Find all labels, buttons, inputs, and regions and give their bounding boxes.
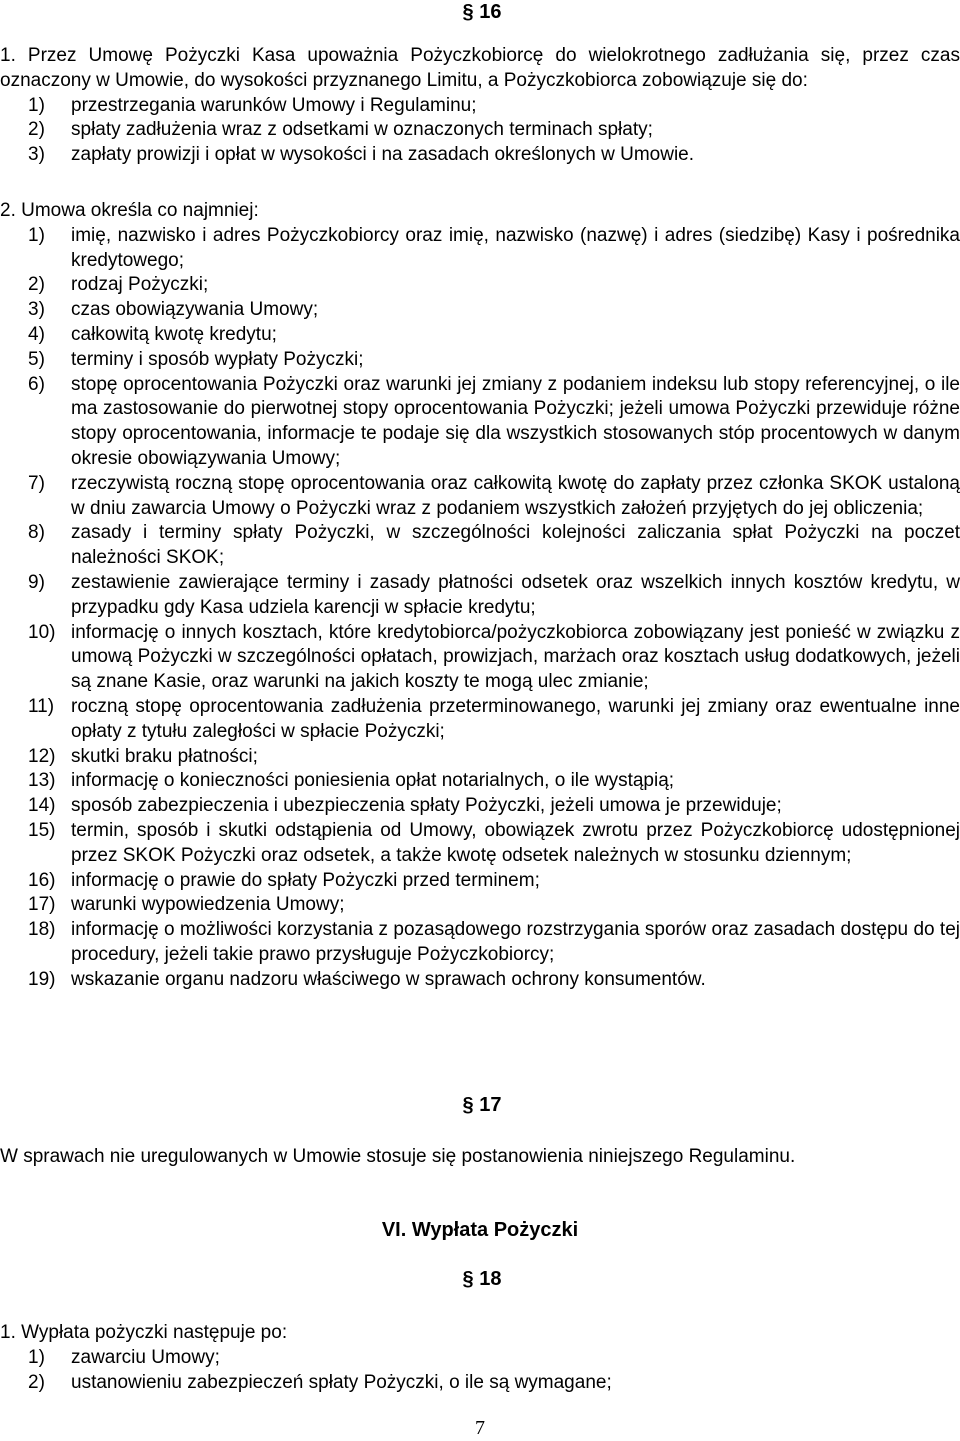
list-item bbox=[0, 794, 960, 819]
list-item bbox=[0, 323, 960, 348]
list-item-text: rodzaj Pożyczki; bbox=[71, 274, 209, 296]
list-item-text: skutki braku płatności; bbox=[71, 745, 258, 767]
section-16-paragraph-2 bbox=[0, 199, 960, 993]
list-item bbox=[0, 273, 960, 298]
list-item bbox=[0, 695, 960, 745]
list-item bbox=[0, 918, 960, 968]
list-item-number: 3) bbox=[28, 299, 45, 321]
list-item-text: rzeczywistą roczną stopę oprocentowania oraz całkowitą kwotę do zapłaty przez członka SKOK ustaloną w dniu zawarcia Umowy o Pożyczki wraz z podaniem wszystkich założeń przyjętych do jej obliczenia; bbox=[71, 472, 960, 519]
list-item-text: czas obowiązywania Umowy; bbox=[71, 299, 319, 321]
list-item bbox=[0, 373, 960, 472]
list-item-number: 2) bbox=[28, 1371, 45, 1393]
list-item-text: roczną stopę oprocentowania zadłużenia przeterminowanego, warunki jej zmiany oraz ewentualne inne opłaty z tytułu zaległości w spłacie Pożyczki; bbox=[71, 695, 960, 742]
list-item-number: 13) bbox=[28, 770, 56, 792]
page-number: 7 bbox=[475, 1417, 485, 1439]
list-item-text: ustanowieniu zabezpieczeń spłaty Pożyczki, o ile są wymagane; bbox=[71, 1371, 612, 1393]
list-item-number: 5) bbox=[28, 348, 45, 370]
list-item-number: 4) bbox=[28, 323, 45, 345]
paragraph-text: 1. Przez Umowę Pożyczki Kasa upoważnia Pożyczkobiorcę do wielokrotnego zadłużania się, przez czas oznaczony w Umowie, do wysokości przyznanego Limitu, a Pożyczkobiorca zobowiązuje się do: bbox=[0, 45, 960, 91]
list-item bbox=[0, 143, 960, 168]
list-item bbox=[0, 745, 960, 770]
list-item-text: sposób zabezpieczenia i ubezpieczenia spłaty Pożyczki, jeżeli umowa je przewiduje; bbox=[71, 795, 782, 817]
list-item-number: 15) bbox=[28, 819, 56, 841]
list-item-number: 3) bbox=[28, 144, 45, 166]
list-item bbox=[0, 571, 960, 621]
list-item-text: stopę oprocentowania Pożyczki oraz warunki jej zmiany z podaniem indeksu lub stopy referencyjnej, o ile ma zastosowanie do pierwotnej stopy oprocentowania Pożyczki; jeżeli umowa Pożyczki przewiduje różne stopy oprocentowania, informacje te podaje się dla wszystkich stosowanych stóp procentowych w danym okresie obowiązywania Umowy; bbox=[71, 373, 960, 469]
section-16-heading: § 16 bbox=[462, 1, 502, 23]
section-18-paragraph-1 bbox=[0, 1321, 960, 1395]
list-item-number: 18) bbox=[28, 919, 56, 941]
list-item-text: zasady i terminy spłaty Pożyczki, w szczególności kolejności zaliczania spłat Pożyczki na poczet należności SKOK; bbox=[71, 522, 960, 569]
list-item-number: 9) bbox=[28, 571, 45, 593]
list-item-text: całkowitą kwotę kredytu; bbox=[71, 323, 277, 345]
list-item-text: termin, sposób i skutki odstąpienia od Umowy, obowiązek zwrotu przez Pożyczkobiorcę udostępnionej przez SKOK Pożyczki oraz odsetek, a także kwotę odsetek należnych w stosunku dziennym; bbox=[71, 819, 960, 866]
list-item bbox=[0, 1346, 960, 1371]
section-17-heading: § 17 bbox=[462, 1094, 502, 1116]
list-item-number: 12) bbox=[28, 745, 56, 767]
chapter-title: VI. Wypłata Pożyczki bbox=[381, 1219, 579, 1241]
list-item bbox=[0, 472, 960, 522]
list-item bbox=[0, 521, 960, 571]
section-16-paragraph-1 bbox=[0, 44, 960, 168]
list-item-text: wskazanie organu nadzoru właściwego w sprawach ochrony konsumentów. bbox=[71, 968, 706, 990]
list-item-text: imię, nazwisko i adres Pożyczkobiorcy oraz imię, nazwisko (nazwę) i adres (siedzibę) Kasy i pośrednika kredytowego; bbox=[71, 224, 960, 271]
list-item-text: informację o prawie do spłaty Pożyczki przed terminem; bbox=[71, 869, 540, 891]
list-item bbox=[0, 94, 960, 119]
list-item bbox=[0, 621, 960, 695]
list-item bbox=[0, 118, 960, 143]
paragraph-text: 1. Wypłata pożyczki następuje po: bbox=[0, 1322, 288, 1343]
list-item bbox=[0, 298, 960, 323]
list-item-number: 8) bbox=[28, 522, 45, 544]
list-item-number: 6) bbox=[28, 373, 45, 395]
list-item-number: 19) bbox=[28, 968, 56, 990]
list-item-number: 16) bbox=[28, 869, 56, 891]
section-17-text: W sprawach nie uregulowanych w Umowie stosuje się postanowienia niniejszego Regulaminu. bbox=[0, 1146, 796, 1167]
list-item-number: 2) bbox=[28, 274, 45, 296]
list-item-number: 2) bbox=[28, 119, 45, 141]
list-item-text: przestrzegania warunków Umowy i Regulaminu; bbox=[71, 94, 477, 116]
list-item bbox=[0, 893, 960, 918]
list-item-text: spłaty zadłużenia wraz z odsetkami w oznaczonych terminach spłaty; bbox=[71, 119, 653, 141]
list-item-number: 11) bbox=[28, 695, 55, 717]
list-item bbox=[0, 819, 960, 869]
list-item-text: informację o innych kosztach, które kredytobiorca/pożyczkobiorca zobowiązany jest ponieść w związku z umową Pożyczki w szczególności opłatach, prowizjach, marżach oraz kosztach usług dodatkowych, jeżeli są znane Kasie, oraz warunki na jakich koszty te mogą ulec zmianie; bbox=[71, 621, 960, 693]
list-item-number: 10) bbox=[28, 621, 56, 643]
list-item bbox=[0, 869, 960, 894]
list-item bbox=[0, 224, 960, 274]
list-item-text: terminy i sposób wypłaty Pożyczki; bbox=[71, 348, 364, 370]
list-item bbox=[0, 348, 960, 373]
list-item-number: 14) bbox=[28, 795, 56, 817]
list-item bbox=[0, 1371, 960, 1396]
list-item-number: 7) bbox=[28, 472, 45, 494]
list-item-text: zestawienie zawierające terminy i zasady płatności odsetek oraz wszelkich innych kosztów kredytu, w przypadku gdy Kasa udziela karencji w spłacie kredytu; bbox=[71, 571, 960, 618]
list-item-text: zapłaty prowizji i opłat w wysokości i na zasadach określonych w Umowie. bbox=[71, 144, 695, 166]
section-18-heading: § 18 bbox=[462, 1268, 502, 1290]
list-item-number: 1) bbox=[28, 94, 45, 116]
list-item-text: warunki wypowiedzenia Umowy; bbox=[71, 894, 345, 916]
list-item-number: 17) bbox=[28, 894, 56, 916]
list-item bbox=[0, 769, 960, 794]
list-item-number: 1) bbox=[28, 224, 45, 246]
list-item-number: 1) bbox=[28, 1346, 45, 1368]
list-item-text: informację o możliwości korzystania z pozasądowego rozstrzygania sporów oraz zasadach dostępu do tej procedury, jeżeli takie prawo przysługuje Pożyczkobiorcy; bbox=[71, 919, 960, 965]
list-item bbox=[0, 968, 960, 993]
paragraph-text: 2. Umowa określa co najmniej: bbox=[0, 200, 259, 221]
list-item-text: zawarciu Umowy; bbox=[71, 1346, 220, 1368]
list-item-text: informację o konieczności poniesienia opłat notarialnych, o ile wystąpią; bbox=[71, 770, 675, 792]
